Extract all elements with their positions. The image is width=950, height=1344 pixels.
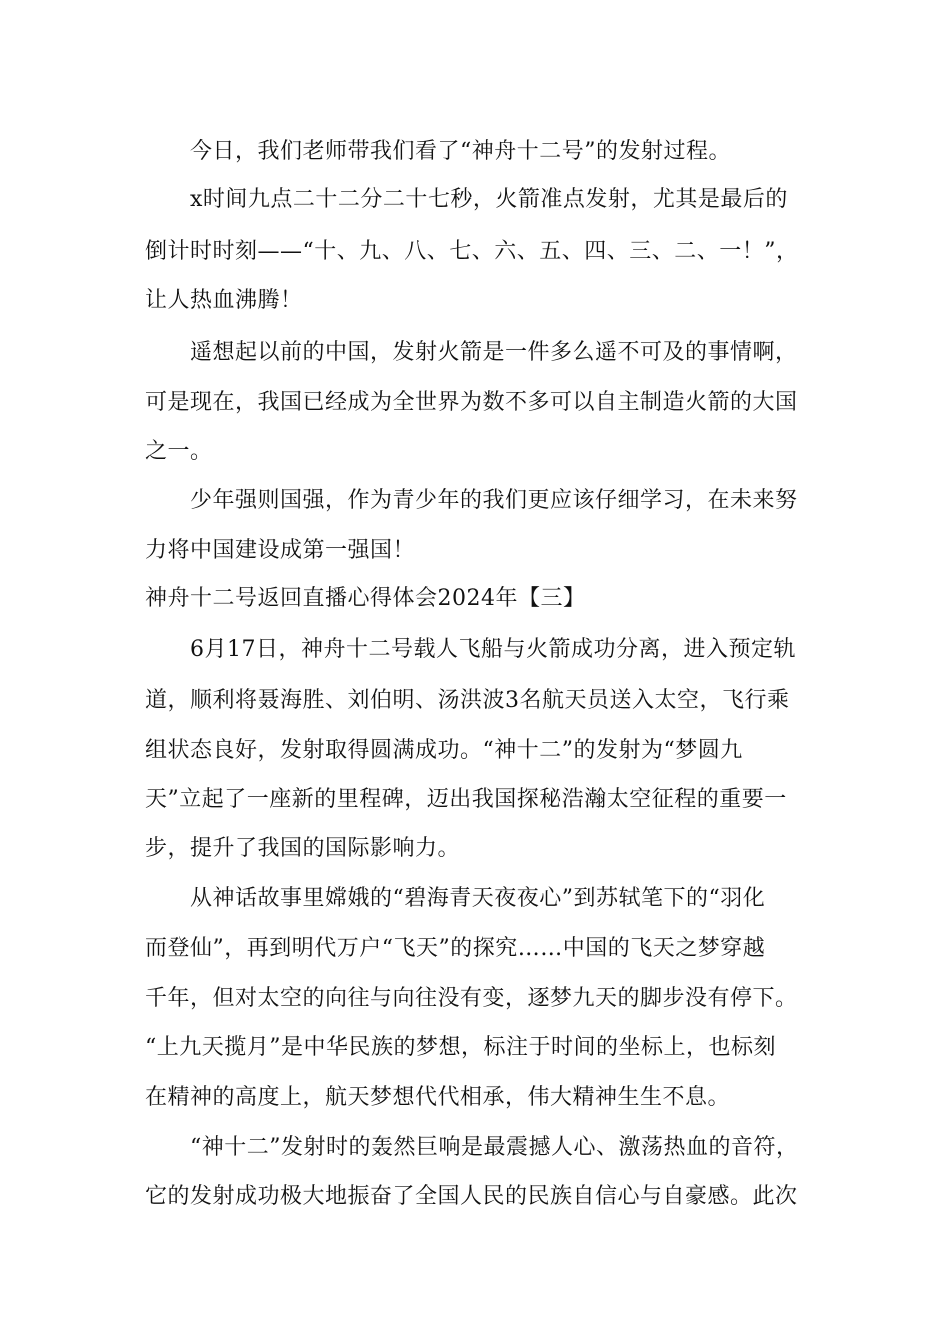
paragraph-6-line-2: 而登仙”，再到明代万户“飞天”的探究……中国的飞天之梦穿越: [145, 936, 766, 961]
paragraph-6-line-5: 在精神的高度上，航天梦想代代相承，伟大精神生生不息。: [145, 1085, 731, 1110]
paragraph-7-line-1: “神十二”发射时的轰然巨响是最震撼人心、激荡热血的音符，: [190, 1135, 799, 1160]
paragraph-3-line-1: 遥想起以前的中国，发射火箭是一件多么遥不可及的事情啊，: [190, 340, 798, 365]
paragraph-4-line-1: 少年强则国强，作为青少年的我们更应该仔细学习，在未来努: [190, 488, 798, 513]
paragraph-1-line-1: 今日，我们老师带我们看了“神舟十二号”的发射过程。: [190, 139, 731, 164]
paragraph-2-line-2: 倒计时时刻——“十、九、八、七、六、五、四、三、二、一！”，: [145, 239, 799, 264]
paragraph-3-line-3: 之一。: [145, 439, 213, 464]
paragraph-5-line-1: 6月17日，神舟十二号载人飞船与火箭成功分离，进入预定轨: [190, 637, 796, 662]
section-heading: 神舟十二号返回直播心得体会2024年【三】: [145, 586, 586, 611]
paragraph-2-line-3: 让人热血沸腾！: [145, 288, 303, 313]
paragraph-4-line-2: 力将中国建设成第一强国！: [145, 538, 416, 563]
paragraph-6-line-1: 从神话故事里嫦娥的“碧海青天夜夜心”到苏轼笔下的“羽化: [190, 886, 766, 911]
paragraph-2-line-1: x时间九点二十二分二十七秒，火箭准点发射，尤其是最后的: [190, 187, 788, 212]
paragraph-7-line-2: 它的发射成功极大地振奋了全国人民的民族自信心与自豪感。此次: [145, 1184, 798, 1209]
paragraph-3-line-2: 可是现在，我国已经成为全世界为数不多可以自主制造火箭的大国: [145, 390, 798, 415]
paragraph-6-line-4: “上九天揽月”是中华民族的梦想，标注于时间的坐标上，也标刻: [145, 1035, 776, 1060]
paragraph-5-line-3: 组状态良好，发射取得圆满成功。“神十二”的发射为“梦圆九: [145, 738, 743, 763]
paragraph-6-line-3: 千年，但对太空的向往与向往没有变，逐梦九天的脚步没有停下。: [145, 986, 798, 1011]
paragraph-5-line-4: 天”立起了一座新的里程碑，迈出我国探秘浩瀚太空征程的重要一: [145, 787, 787, 812]
paragraph-5-line-5: 步，提升了我国的国际影响力。: [145, 836, 461, 861]
paragraph-5-line-2: 道，顺利将聂海胜、刘伯明、汤洪波3名航天员送入太空，飞行乘: [145, 688, 790, 713]
